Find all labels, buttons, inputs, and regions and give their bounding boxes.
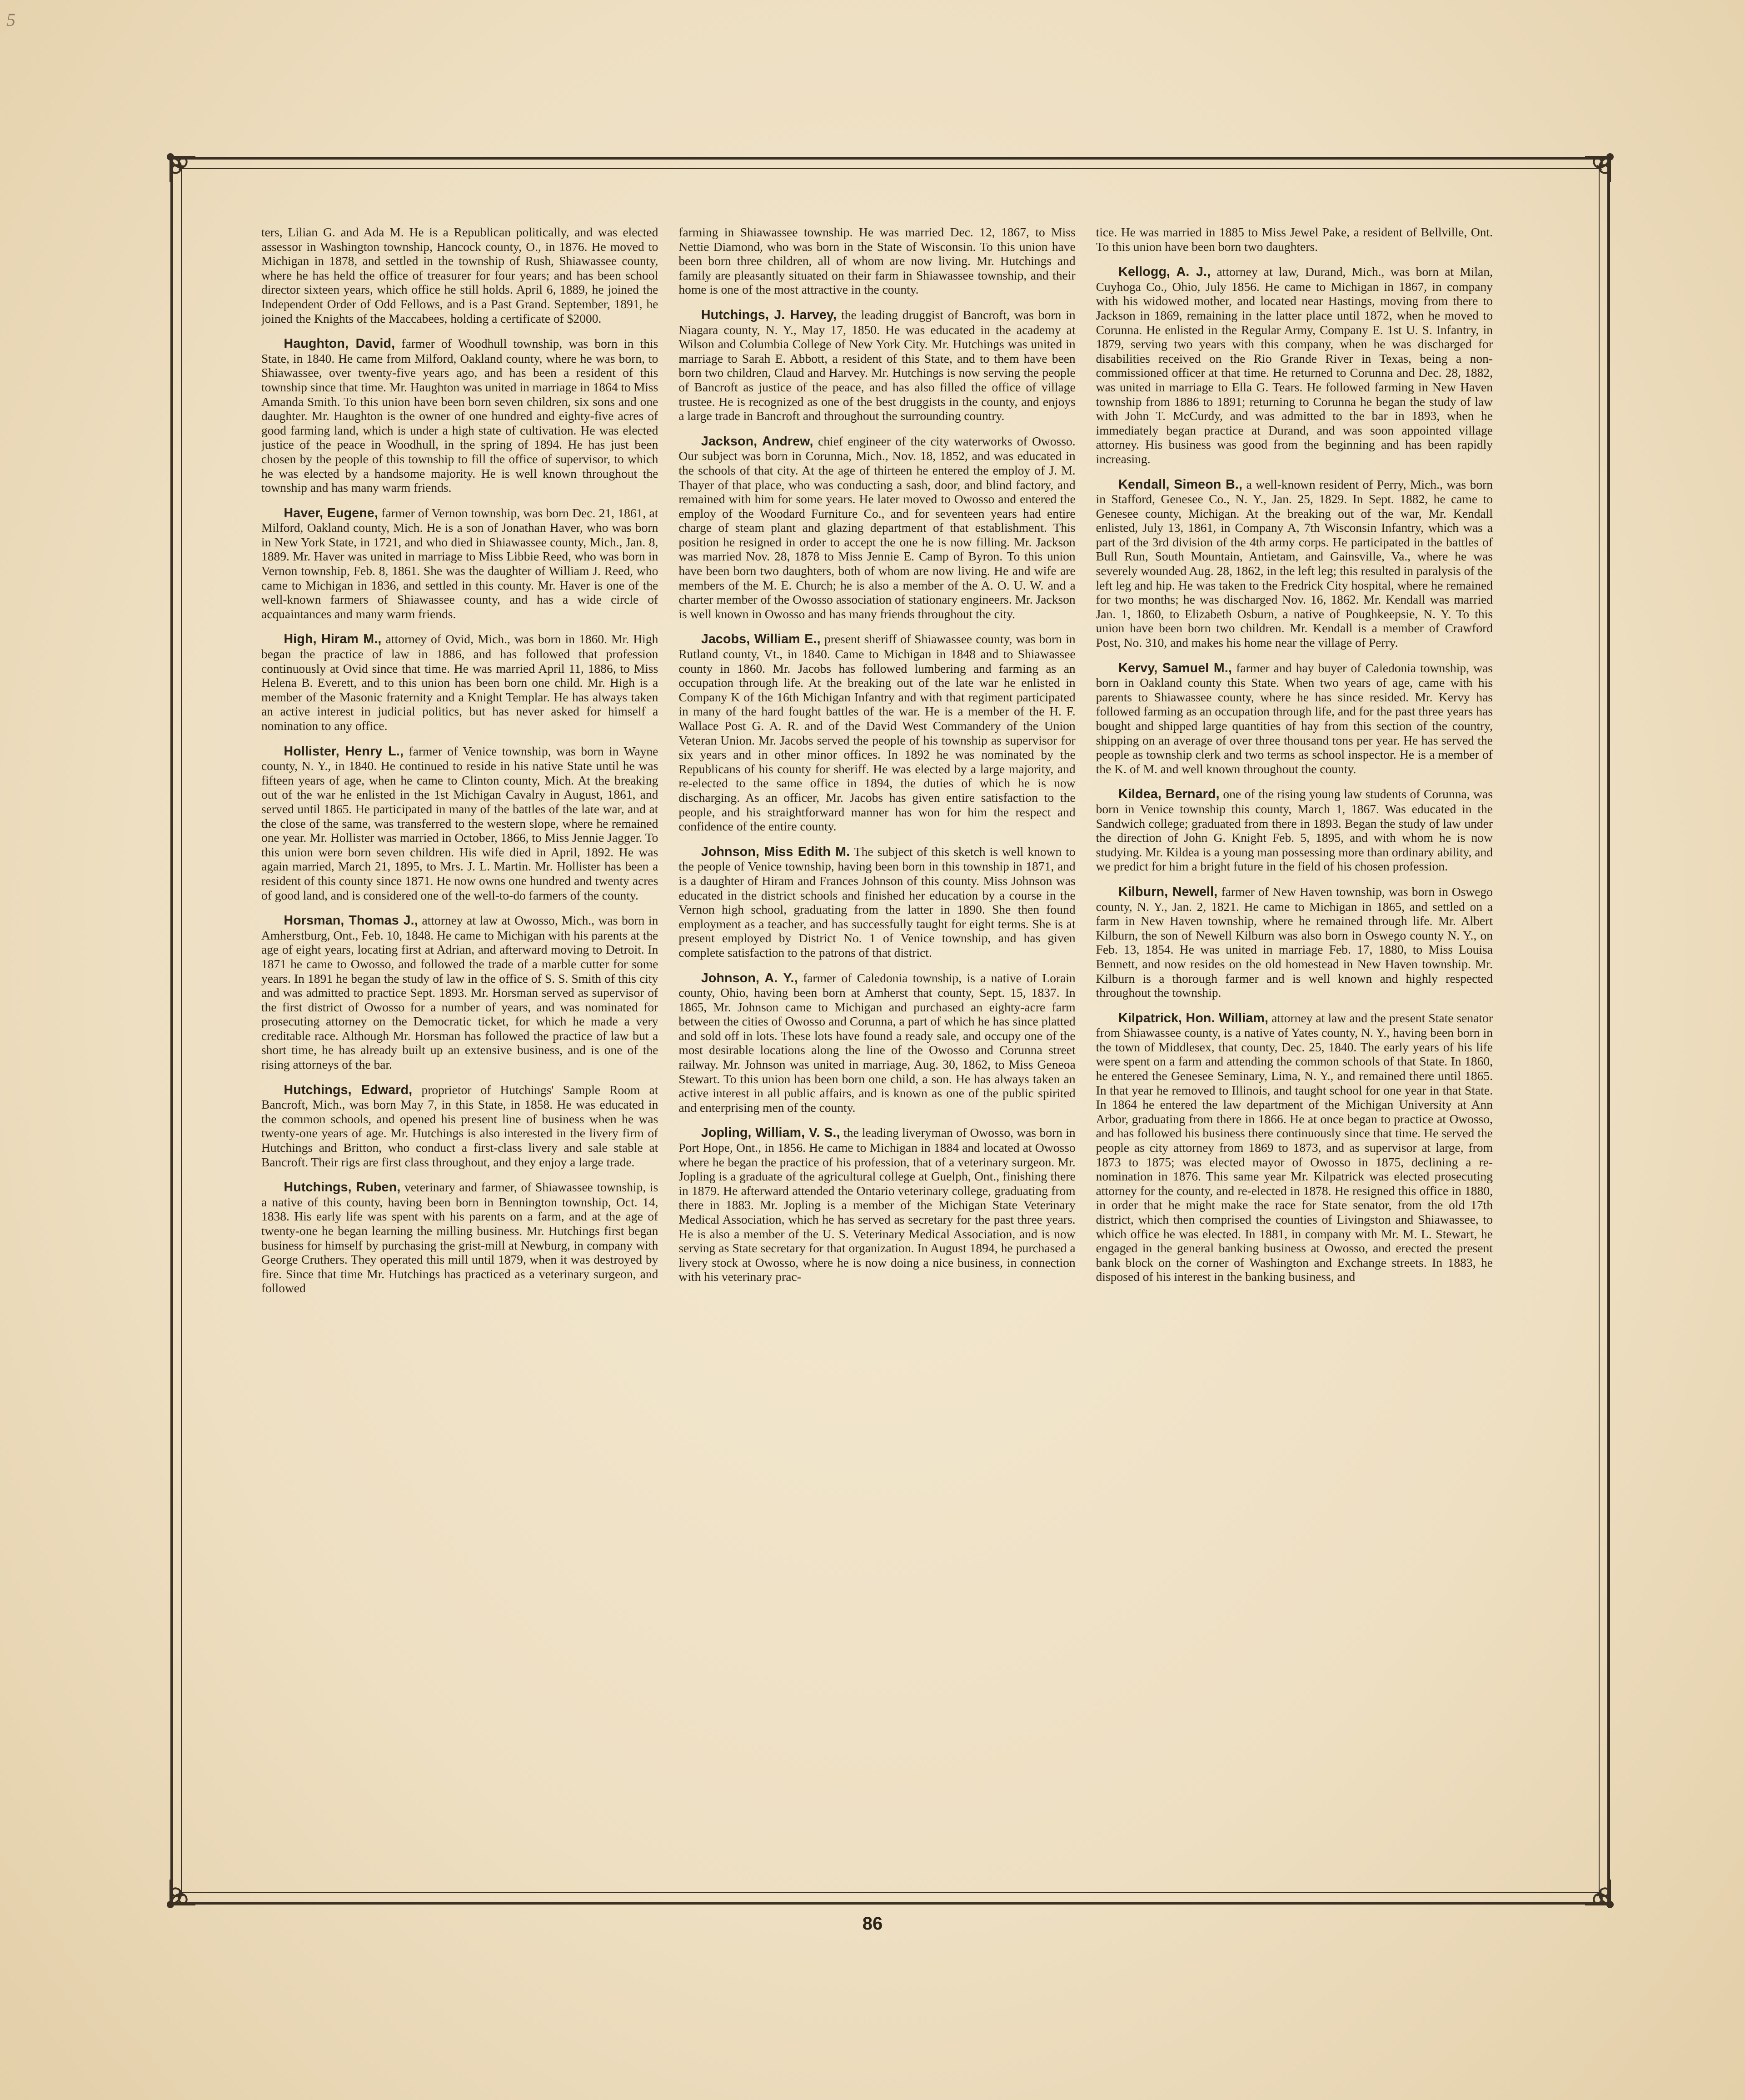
text-columns <box>261 225 1493 1773</box>
entry-text: farmer of Caledonia township, is a native of Lorain county, Ohio, having been born at Amherst that county, Sept. 15, 1837. In 1865, Mr. Johnson came to Michigan and purchased an eighty-acre farm between the cities of Owosso and Corunna, a part of which he has since platted and sold off in lots. These lots have found a ready sale, and occupy one of the most desirable locations along the line of the Owosso and Corunna street railway. Mr. Johnson was united in marriage, Aug. 30, 1862, to Miss Geneoa Stewart. To this union has been born one child, a son. He has always taken an active interest in all public affairs, and is known as one of the public spirited and enterprising men of the county. <box>678 970 1076 1115</box>
entry-text: a well-known resident of Perry, Mich., was born in Stafford, Genesee Co., N. Y., Jan. 25, 1829. In Sept. 1882, he came to Genesee county, Michigan. At the breaking out of the war, Mr. Kendall enlisted, July 13, 1861, in Company A, 7th Wisconsin Infantry, which was a part of the 3rd division of the 4th army corps. He participated in the battles of Bull Run, South Mountain, Antietam, and Gainsville, Va., where he was severely wounded Aug. 28, 1862, in the left leg; this resulted in paralysis of the left leg and hip. He was taken to the Fredrick City hospital, where he remained for two months; he was discharged Nov. 16, 1862. Mr. Kendall was married Jan. 1, 1860, to Elizabeth Osburn, a native of Poughkeepsie, N. Y. To this union have been born two children. Mr. Kendall is a member of Crawford Post, No. 310, and makes his home near the village of Perry. <box>1096 477 1493 650</box>
entry-text: chief engineer of the city waterworks of Owosso. Our subject was born in Corunna, Mich., Nov. 18, 1852, and was educated in the schools of that city. At the age of thirteen he entered the employ of J. M. Thayer of that place, who was conducting a sash, door, and blind factory, and remained with him for some years. He later moved to Owosso and entered the employ of the Woodard Furniture Co., and for seventeen years had entire charge of steam plant and glazing department of that establishment. This position he resigned in order to accept the one he is now filling. Mr. Jackson was married Nov. 28, 1878 to Miss Jennie E. Camp of Byron. To this union have been born two daughters, both of whom are now living. He and wife are members of the M. E. Church; he is also a member of the A. O. U. W. and a charter member of the Owosso association of stationary engineers. Mr. Jackson is well known in Owosso and has many friends throughout the city. <box>678 434 1076 621</box>
entry-text: farmer of Woodhull township, was born in this State, in 1840. He came from Milford, Oakland county, where he was born, to Shiawassee, over twenty-five years ago, and has been a resident of this township since that time. Mr. Haughton was united in marriage in 1864 to Miss Amanda Smith. To this union have been born seven children, six sons and one daughter. Mr. Haughton is the owner of one hundred and eighty-five acres of good farming land, which is under a high state of cultivation. He was elected justice of the peace in Woodhull, in the spring of 1894. He has just been chosen by the people of this township to fill the office of supervisor, to which he was elected by a handsome majority. He is well known throughout the township and has many warm friends. <box>261 336 658 495</box>
page-number: 86 <box>862 1914 883 1934</box>
entry-text: attorney at law at Owosso, Mich., was born in Amherstburg, Ont., Feb. 10, 1848. He came to Michigan with his parents at the age of eight years, locating first at Adrian, and afterward moving to Detroit. In 1871 he came to Owosso, and followed the trade of a marble cutter for some years. In 1891 he began the study of law in the office of S. S. Smith of this city and was admitted to practice Sept. 1893. Mr. Horsman served as supervisor of the first district of Owosso for a number of years, and was nominated for prosecuting attorney on the Democratic ticket, for which he made a very creditable race. Although Mr. Horsman has followed the practice of law but a short time, he has already built up an extensive business, and is one of the rising attorneys of the bar. <box>261 913 658 1072</box>
biography-entry <box>678 308 1075 423</box>
biography-entry <box>1096 1011 1493 1284</box>
corner-page-mark: 5 <box>6 10 15 30</box>
biography-entry <box>1096 885 1493 1000</box>
biography-entry <box>261 336 658 495</box>
entry-name: Johnson, A. Y., <box>701 970 798 985</box>
entry-name: Kilburn, Newell, <box>1118 884 1218 899</box>
biography-entry <box>261 744 658 903</box>
biography-entry <box>678 845 1075 960</box>
entry-text: The subject of this sketch is well known to the people of Venice township, having been born in this township in 1871, and is a daughter of Hiram and Frances Johnson of this county. Miss Johnson was educated in the district schools and finished her education by a course in the Vernon high school, graduating from the latter in 1890. She then found employment as a teacher, and has successfully taught for eight terms. She is at present employed by District No. 1 of Venice township, and has given complete satisfaction to the patrons of that district. <box>678 844 1076 960</box>
entry-name: Horsman, Thomas J., <box>284 913 418 928</box>
column-2 <box>678 225 1075 1773</box>
entry-text: proprietor of Hutchings' Sample Room at Bancroft, Mich., was born May 7, in this State, in 1858. He was educated in the common schools, and opened his present line of business when he was twenty-one years of age. Mr. Hutchings is also interested in the livery firm of Hutchings and Britton, who conduct a first-class livery and sale stable at Bancroft. Their rigs are first class throughout, and they enjoy a large trade. <box>261 1082 658 1169</box>
entry-name: Haver, Eugene, <box>284 505 379 520</box>
biography-entry <box>1096 265 1493 466</box>
entry-text: tice. He was married in 1885 to Miss Jewel Pake, a resident of Bellville, Ont. To this union have been born two daughters. <box>1096 225 1493 254</box>
corner-ornament-icon <box>1558 1852 1617 1911</box>
entry-text: veterinary and farmer, of Shiawassee township, is a native of this county, having been born in Bennington township, Oct. 14, 1838. His early life was spent with his parents on a farm, and at the age of twenty-one he began learning the milling business. Mr. Hutchings first began business for himself by purchasing the grist-mill at Newburg, in company with George Cruthers. They operated this mill until 1879, when it was destroyed by fire. Since that time Mr. Hutchings has practiced as a veterinary surgeon, and followed <box>261 1180 658 1295</box>
biography-entry <box>1096 225 1493 254</box>
biography-entry <box>678 971 1075 1115</box>
entry-name: Hutchings, Ruben, <box>284 1180 401 1195</box>
entry-text: the leading druggist of Bancroft, was born in Niagara county, N. Y., May 17, 1850. He was educated in the academy at Wilson and Columbia College of New York City. Mr. Hutchings was united in marriage to Sarah E. Abbott, a resident of this State, and to them have been born two children, Claud and Harvey. Mr. Hutchings is now serving the people of Bancroft as justice of the peace, and has also filled the office of village trustee. He is recognized as one of the best druggists in the county, and enjoys a large trade in Bancroft and throughout the surrounding country. <box>678 307 1076 423</box>
entry-name: Kendall, Simeon B., <box>1118 477 1243 492</box>
entry-name: Hutchings, J. Harvey, <box>701 307 837 322</box>
entry-name: Jackson, Andrew, <box>701 434 813 449</box>
entry-name: Jacobs, William E., <box>701 632 821 647</box>
entry-text: the leading liveryman of Owosso, was born in Port Hope, Ont., in 1856. He came to Michigan in 1884 and located at Owosso where he began the practice of his profession, that of a veterinary surgeon. Mr. Jopling is a graduate of the agricultural college at Guelph, Ont., finishing there in 1879. He afterward attended the Ontario veterinary college, graduating from there in 1883. Mr. Jopling is a member of the Michigan State Veterinary Medical Association, which he has served as secretary for the past three years. He is also a member of the U. S. Veterinary Medical Association, and is now serving as State secretary for that organization. In August 1894, he purchased a livery stock at Owosso, where he is now doing a nice business, in connection with his veterinary prac- <box>678 1125 1076 1284</box>
biography-entry <box>261 1180 658 1295</box>
biography-entry <box>678 225 1075 297</box>
entry-text: farmer and hay buyer of Caledonia township, was born in Oakland county this State. When two years of age, came with his parents to Shiawassee county, where he has since resided. Mr. Kervy has followed farming as an occupation through life, and for the past three years has bought and shipped large quantities of hay from this section of the country, shipping on an average of over three thousand tons per year. He has served the people as township clerk and two terms as school inspector. He is a member of the K. of M. and well known throughout the county. <box>1096 660 1493 776</box>
biography-entry <box>678 1125 1075 1284</box>
entry-text: present sheriff of Shiawassee county, was born in Rutland county, Vt., in 1840. Came to Michigan in 1848 and to Shiawassee county in 1860. Mr. Jacobs has followed lumbering and farming as an occupation through life. At the breaking out of the late war he enlisted in Company K of the 16th Michigan Infantry and with that regiment participated in many of the hard fought battles of the war. He is a member of the H. F. Wallace Post G. A. R. and of the David West Commandery of the Union Veteran Union. Mr. Jacobs served the people of his township as supervisor for six years and in other minor offices. In 1892 he was nominated by the Republicans of his county for sheriff. He was elected by a large majority, and re-elected to the same office in 1894, the duties of which he is now discharging. As an officer, Mr. Jacobs has given entire satisfaction to the people, and his straightforward manner has won for him the respect and confidence of the entire county. <box>678 632 1076 834</box>
entry-name: Haughton, David, <box>284 336 395 351</box>
biography-entry <box>1096 477 1493 650</box>
entry-text: farming in Shiawassee township. He was married Dec. 12, 1867, to Miss Nettie Diamond, who was born in the State of Wisconsin. To this union have been born three children, all of whom are now living. Mr. Hutchings and family are pleasantly situated on their farm in Shiawassee township, and their home is one of the most attractive in the county. <box>678 225 1076 297</box>
entry-text: farmer of New Haven township, was born in Oswego county, N. Y., Jan. 2, 1821. He came to Michigan in 1865, and settled on a farm in New Haven township, where he remained through life. Mr. Albert Kilburn, the son of Newell Kilburn was also born in Oswego county N. Y., on Feb. 13, 1854. He was united in marriage Feb. 17, 1880, to Miss Louisa Bennett, and now resides on the old homestead in New Haven township. Mr. Kilburn is a thorough farmer and is well known and highly respected throughout the township. <box>1096 884 1493 1000</box>
entry-name: Hollister, Henry L., <box>284 744 404 759</box>
biography-entry <box>1096 787 1493 874</box>
entry-name: Kildea, Bernard, <box>1118 787 1220 802</box>
entry-name: Hutchings, Edward, <box>284 1082 413 1097</box>
entry-text: farmer of Vernon township, was born Dec. 21, 1861, at Milford, Oakland county, Mich. He is a son of Jonathan Haver, who was born in New York State, in 1721, and who died in Shiawassee county, Mich., Jan. 8, 1889. Mr. Haver was united in marriage to Miss Libbie Reed, who was born in Vernon township, Feb. 8, 1861. She was the daughter of William J. Reed, who came to Michigan in 1836, and settled in this county. Mr. Haver is one of the well-known farmers of Shiawassee county, and has a wide circle of acquaintances and many warm friends. <box>261 505 658 621</box>
biography-entry <box>678 434 1075 621</box>
entry-text: farmer of Venice township, was born in Wayne county, N. Y., in 1840. He continued to reside in his native State until he was fifteen years of age, when he came to Clinton county, Mich. At the breaking out of the war he enlisted in the 1st Michigan Cavalry in August, 1861, and served until 1865. He participated in many of the battles of the late war, and at the close of the same, was transferred to the western slope, where he remained one year. Mr. Hollister was married in October, 1866, to Miss Jennie Jagger. To this union were born seven children. His wife died in April, 1892. He was again married, March 21, 1895, to Mrs. J. L. Martin. Mr. Hollister has been a resident of this county since 1871. He now owns one hundred and twenty acres of good land, and is considered one of the well-to-do farmers of the county. <box>261 744 658 902</box>
biography-entry <box>261 632 658 733</box>
corner-ornament-icon <box>164 150 223 209</box>
entry-name: Johnson, Miss Edith M. <box>701 844 850 859</box>
biography-entry <box>261 225 658 325</box>
biography-entry <box>261 1083 658 1170</box>
entry-text: attorney of Ovid, Mich., was born in 1860. Mr. High began the practice of law in 1886, and has followed that profession continuously at Ovid since that time. He was married April 11, 1886, to Miss Helena B. Everett, and to this union has been born one child. Mr. High is a member of the Masonic fraternity and a Knight Templar. He has always taken an active interest in judicial politics, but has never asked for himself a nomination to any office. <box>261 632 658 733</box>
corner-ornament-icon <box>1558 150 1617 209</box>
entry-name: High, Hiram M., <box>284 632 382 647</box>
biography-entry <box>261 913 658 1072</box>
corner-ornament-icon <box>164 1852 223 1911</box>
entry-name: Kervy, Samuel M., <box>1118 660 1232 675</box>
biography-entry <box>1096 661 1493 776</box>
biography-entry <box>261 506 658 621</box>
column-3 <box>1096 225 1493 1773</box>
entry-text: ters, Lilian G. and Ada M. He is a Republican politically, and was elected assessor in Washington township, Hancock county, O., in 1876. He moved to Michigan in 1878, and settled in the township of Rush, Shiawassee county, where he has held the office of treasurer for four years; and has been school director sixteen years, which office he still holds. April 6, 1889, he joined the Independent Order of Odd Fellows, and is a Past Grand. September, 1891, he joined the Knights of the Maccabees, holding a certificate of $2000. <box>261 225 658 325</box>
entry-text: attorney at law, Durand, Mich., was born at Milan, Cuyhoga Co., Ohio, July 1856. He came to Michigan in 1867, in company with his widowed mother, and located near Hastings, moving from there to Jackson in 1869, remaining in the latter place until 1872, when he moved to Corunna. He enlisted in the Regular Army, Company E. 1st U. S. Infantry, in 1879, serving two years with this company, when he was discharged for disabilities received on the Rio Grande River in Texas, being a non-commissioned officer at that time. He returned to Corunna and Dec. 28, 1882, was united in marriage to Ella G. Tears. He followed farming in New Haven township from 1886 to 1891; returning to Corunna he began the study of law with John T. McCurdy, and was admitted to the bar in 1893, when he immediately began practice at Durand, and was soon appointed village attorney. His business was good from the beginning and has been rapidly increasing. <box>1096 265 1493 466</box>
entry-name: Kilpatrick, Hon. William, <box>1118 1010 1269 1025</box>
biography-entry <box>678 632 1075 833</box>
column-1 <box>261 225 658 1773</box>
entry-name: Kellogg, A. J., <box>1118 265 1211 280</box>
entry-name: Jopling, William, V. S., <box>701 1125 840 1140</box>
entry-text: attorney at law and the present State senator from Shiawassee county, is a native of Yates county, N. Y., having been born in the town of Middlesex, that county, Dec. 25, 1840. The early years of his life were spent on a farm and attending the common schools of that State. In 1860, he entered the Genesee Seminary, Lima, N. Y., and remained there until 1865. In that year he removed to Illinois, and taught school for one year in that State. In 1864 he entered the law department of the Michigan University at Ann Arbor, graduating from there in 1866. He at once began to practice at Owosso, and has followed his business there continuously since that time. He served the people as city attorney from 1869 to 1873, and as supervisor at large, from 1873 to 1875; was elected mayor of Owosso in 1875, declining a re-nomination in 1876. This same year Mr. Kilpatrick was elected prosecuting attorney for the county, and re-elected in 1878. He resigned this office in 1880, in order that he might make the race for State senator, from the old 17th district, which then comprised the counties of Livingston and Shiawassee, to which office he was elected. In 1881, in company with Mr. M. L. Stewart, he engaged in the general banking business at Owosso, and erected the present bank block on the corner of Washington and Exchange streets. In 1883, he disposed of his interest in the banking business, and <box>1096 1010 1493 1284</box>
entry-text: one of the rising young law students of Corunna, was born in Venice township this county, March 1, 1867. Was educated in the Sandwich college; graduated from there in 1893. Began the study of law under the direction of John G. Knight Feb. 5, 1895, and with whom he is now studying. Mr. Kildea is a young man possessing more than ordinary ability, and we predict for him a bright future in the field of his chosen profession. <box>1096 787 1493 874</box>
